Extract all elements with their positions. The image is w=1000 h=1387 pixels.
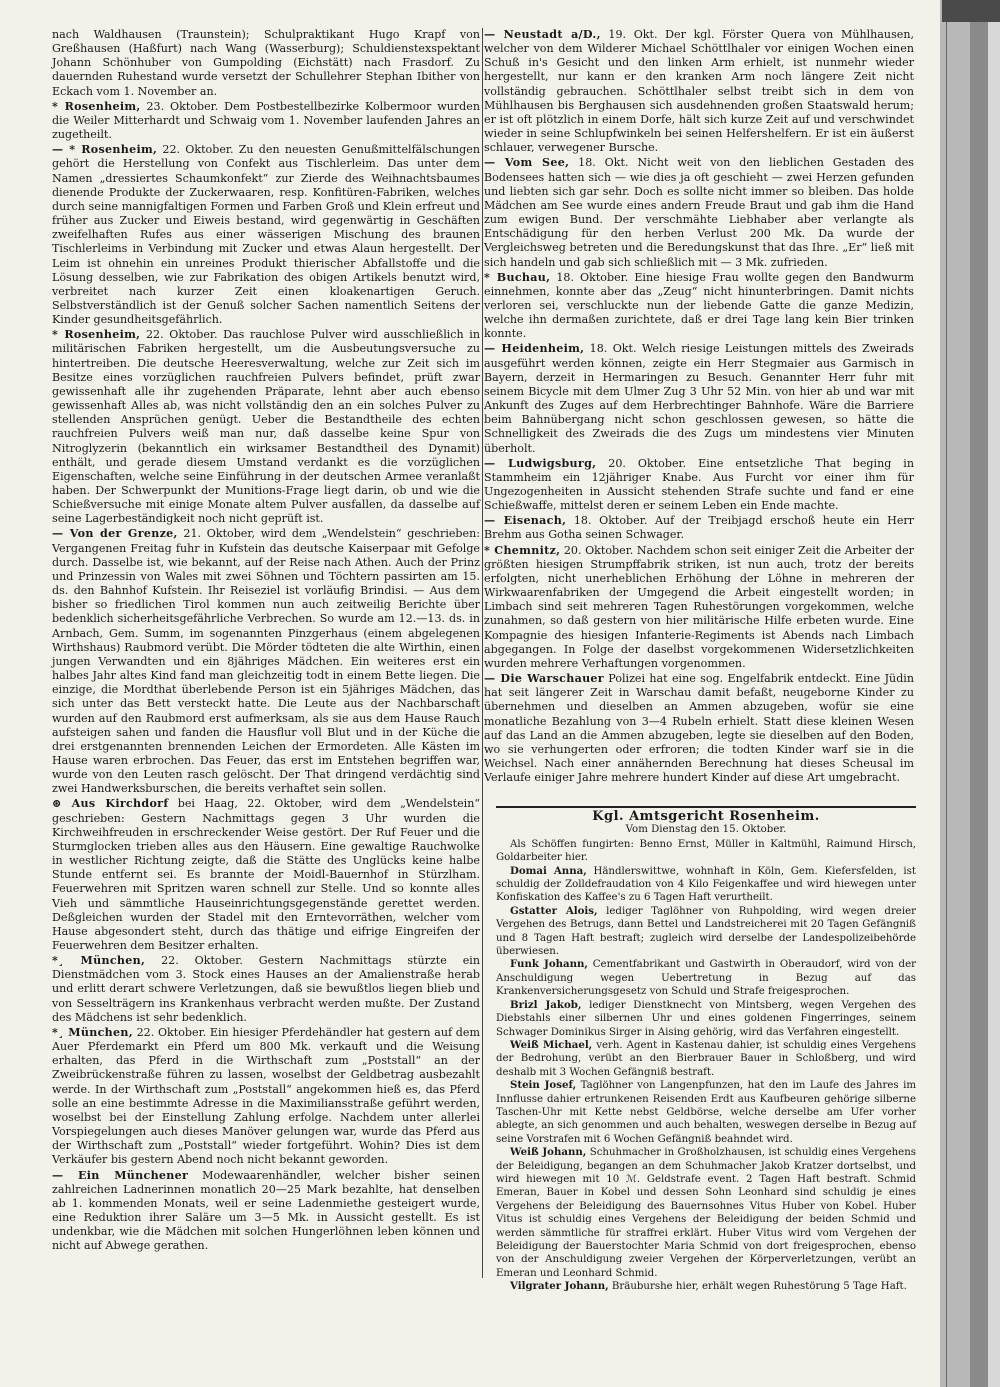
article xyxy=(52,100,480,142)
article-lead: *¸ München, xyxy=(52,954,146,968)
article-lead: — Eisenach, xyxy=(484,514,567,528)
article xyxy=(484,28,914,155)
article xyxy=(484,544,914,671)
article-text: 22. Oktober. Zu den neuesten Genußmittelfälschungen gehört die Herstellung von Confekt aus Tischlerleim. Das unter dem Namen „dressiertes Schaumkonfekt“ zur Zierde des Weihnachtsbaumes dienende Produkte der Zuckerwaaren, resp. Konfitüren-Fabriken, welches durch seine mannigfaltigen Formen und Farben Groß und Klein erfreut und früher aus Zucker und Eiweis bestand, wird gegenwärtig in Geschäften zweifelhaften Rufes aus einer wässerigen Mischung des braunen Tischlerleims in Verbindung mit Zucker und etwas Alaun hergestellt. Der Leim ist ohnehin ein unreines Produkt thierischer Abfallstoffe und die Lösung desselben, wie zur Fabrikation des obigen Artikels benutzt wird, verbreitet nach kurzer Zeit einen kloakenartigen Geruch. Selbstverständlich ist der Genuß solcher Sachen namentlich Seitens der Kinder gesundheitsgefährlich. xyxy=(52,143,480,327)
court-entry xyxy=(496,958,916,998)
article-lead: — Von der Grenze, xyxy=(52,527,178,541)
article-lead: — Vom See, xyxy=(484,156,570,170)
article-text: 18. Oktober. Auf der Treibjagd erschoß heute ein Herr Brehm aus Gotha seinen Schwager. xyxy=(484,514,914,542)
court-entry xyxy=(496,1039,916,1079)
article-text: 21. Oktober, wird dem „Wendelstein“ geschrieben: Vergangenen Freitag fuhr in Kufstein das deutsche Kaiserpaar mit Gefolge durch. Dasselbe ist, wie bekannt, auf der Reise nach Athen. Auch der Prinz und Prinzessin von Wales mit zwei Söhnen und Töchtern passirten am 15. ds. den Bahnhof Kufstein. Ihr Reiseziel ist vorläufig Brindisi. — Aus dem bisher so friedlichen Tirol kommen nun auch zeitweilig Berichte über bedenklich sicherheitsgefährliche Verbrechen. So wurde am 12.—13. ds. in Arnbach, Gem. Summ, im sogenannten Pinzgerhaus (einem abgelegenen Wirthshaus) Raubmord verübt. Die Mörder tödteten die alte Wirthin, einen jungen Verwandten und ein 8jähriges Mädchen. Ein weiteres erst ein halbes Jahr altes Kind fand man gleichzeitig todt in einem Bette liegen. Die einzige, die Mordthat überlebende Person ist ein 5jähriges Mädchen, das sich unter das Bett versteckt hatte. Die Leute aus der Nachbarschaft wurden auf den Raubmord erst aufmerksam, als sie aus dem Hause Rauch aufsteigen sahen und fanden die Hausflur voll Blut und in der Küche die drei erstgenannten brennenden Leichen der Ermordeten. Alle Kästen im Hause waren erbrochen. Das Feuer, das erst im Entstehen begriffen war, wurde von den Leuten rasch gelöscht. Der That dringend verdächtig sind zwei Handwerksburschen, die bereits verhaftet sein sollen. xyxy=(52,527,480,796)
article-lead: — Ein Münchener xyxy=(52,1168,189,1182)
article xyxy=(52,954,480,1025)
court-report xyxy=(496,806,916,1294)
article xyxy=(484,271,914,342)
article-lead: — Heidenheim, xyxy=(484,342,585,356)
article-lead: * Rosenheim, xyxy=(52,328,141,342)
article-text: 18. Okt. Nicht weit von den lieblichen Gestaden des Bodensees hatten sich — wie dies ja oft geschieht — zwei Herzen gefunden und liebten sich gar sehr. Doch es sollte nicht immer so bleiben. Das holde Mädchen am See wurde eines andern Freude Braut und gab ihm die Hand zum ewigen Bund. Der verschmähte Liebhaber aber verlangte als Entschädigung für den herben Verlust 200 Mk. Da wurde der Vergleichsweg betreten und die Beredungskunst that das Ihre. „Er“ ließ mit sich handeln und gab sich schließlich mit — 3 Mk. zufrieden. xyxy=(484,156,915,269)
court-entry xyxy=(496,865,916,905)
court-entry-text: Taglöhner von Langenpfunzen, hat den im Laufe des Jahres im Innflusse dahier ertrunkenen Reisenden Erdt aus Kaufbeuren gehörige silberne Taschen-Uhr mit Kette nebst Geldbörse, welche derselbe am Ufer vorher ablegte, an sich genommen und auch behalten, weswegen derselbe in Bezug auf seine Vorstrafen mit 6 Wochen Gefängniß beahndet wird. xyxy=(496,1080,917,1145)
article xyxy=(484,156,914,269)
article-text: 19. Okt. Der kgl. Förster Quera von Mühlhausen, welcher von dem Wilderer Michael Schöttlhaler vor einigen Wochen einen Schuß in's Gesicht und den linken Arm erhielt, ist nunmehr wieder hergestellt, nur kann er den kranken Arm noch längere Zeit nicht vollständig gebrauchen. Schöttlhaler selbst treibt sich in dem von Mühlhausen bis Berghausen sich ausdehnenden großen Staatswald herum; er ist oft plötzlich in einem Dorfe, hält sich kurze Zeit auf und verschwindet wieder in seine Schlupfwinkeln bei seinen Helfershelfern. Er ist ein äußerst schlauer, verwegener Bursche. xyxy=(484,28,914,155)
article xyxy=(52,328,480,526)
court-entry-name: Brizl Jakob, xyxy=(510,998,582,1011)
page-corner xyxy=(942,0,1000,22)
court-entry-text: Bräuburshe hier, erhält wegen Ruhestörung 5 Tage Haft. xyxy=(608,1281,907,1293)
court-entry xyxy=(496,838,916,865)
court-entry-name: Weiß Johann, xyxy=(510,1146,587,1159)
article-lead: * Chemnitz, xyxy=(484,543,561,557)
article xyxy=(52,797,480,953)
court-entry xyxy=(496,1280,916,1293)
court-entry xyxy=(496,1079,916,1146)
left-column xyxy=(52,28,480,1253)
article-text: 20. Oktober. Eine entsetzliche That beging in Stammheim ein 12jähriger Knabe. Aus Furcht vor einer ihm für Ungezogenheiten in Aussicht stehenden Strafe suchte und fand er eine Schießwaffe, mittelst deren er seinem Leben ein Ende machte. xyxy=(484,456,914,513)
right-column xyxy=(484,28,914,785)
court-entry-name: Weiß Michael, xyxy=(510,1038,593,1051)
page-edge-highlight xyxy=(988,0,1000,1387)
court-entries xyxy=(496,838,916,1294)
article-lead: — Die Warschauer xyxy=(484,672,604,686)
court-entry-name: Stein Josef, xyxy=(510,1079,577,1092)
article xyxy=(484,342,914,455)
article xyxy=(52,527,480,796)
court-entry-text: Cementfabrikant und Gastwirth in Oberaudorf, wird von der Anschuldigung wegen Uebertretung in Bezug auf das Krankenversicherungsgesetz von Schuld und Strafe freigesprochen. xyxy=(496,959,916,998)
article-text: 23. Oktober. Dem Postbestellbezirke Kolbermoor wurden die Weiler Mitterhardt und Schwaig vom 1. November laufenden Jahres an zugetheilt. xyxy=(52,99,480,142)
court-entry-text: lediger Taglöhner von Ruhpolding, wird wegen dreier Vergehen des Betrugs, dann Bettel und Landstreicherei mit 20 Tagen Gefängniß und 8 Tagen Haft bestraft; zugleich wird derselbe der Landespolizeibehörde überwiesen. xyxy=(496,905,916,958)
article xyxy=(52,28,480,99)
court-entry-text: Als Schöffen fungirten: Benno Ernst, Müller in Kaltmühl, Raimund Hirsch, Goldarbeiter hier. xyxy=(496,838,916,864)
article-text: 22. Oktober. Gestern Nachmittags stürzte ein Dienstmädchen vom 3. Stock eines Hauses an der Amalienstraße herab und erlitt derart schwere Verletzungen, daß sie bewußtlos liegen blieb und von Sesselträgern ins Krankenhaus verbracht werden mußte. Der Zustand des Mädchens ist sehr bedenklich. xyxy=(52,954,480,1024)
article xyxy=(52,143,480,327)
court-entry-name: Vilgrater Johann, xyxy=(510,1280,609,1293)
article-lead: — Ludwigsburg, xyxy=(484,456,597,470)
court-entry xyxy=(496,905,916,959)
article xyxy=(484,514,914,542)
court-entry-text: verh. Agent in Kastenau dahier, ist schuldig eines Vergehens der Bedrohung, verübt an den Bierbrauer Bauer in Schloßberg, und wird deshalb mit 3 Wochen Gefängniß bestraft. xyxy=(496,1039,916,1078)
article-lead: * Buchau, xyxy=(484,270,551,284)
court-entry-name: Domai Anna, xyxy=(510,864,587,877)
article xyxy=(52,1169,480,1254)
article-text: 22. Oktober. Ein hiesiger Pferdehändler hat gestern auf dem Auer Pferdemarkt ein Pferd um 800 Mk. verkauft und die Weisung erhalten, das Pferd in die Wirthschaft zum „Poststall“ an der Zweibrückenstraße führen zu lassen, woselbst der Geldbetrag ausbezahlt werde. In der Wirthschaft zum „Poststall“ angekommen hieß es, das Pferd solle an eine bestimmte Adresse in die Maximiliansstraße geführt werden, woselbst bei der Einstellung Zahlung erfolge. Nachdem unter allerlei Vorspiegelungen auch dieses Manöver gelungen war, wurde das Pferd aus der Wirthschaft zum „Poststall“ wieder fortgeführt. Wohin? Dies ist dem Verkäufer bis gestern Abend noch nicht bekannt geworden. xyxy=(52,1025,480,1167)
page-edge-shadow xyxy=(970,0,988,1387)
article-text: bei Haag, 22. Oktober, wird dem „Wendelstein“ geschrieben: Gestern Nachmittags gegen 3 Uhr wurden die Kirchweihfreuden in erschreckender Weise gestört. Der Ruf Feuer und die Sturmglocken trieben alles aus den Häusern. Eine gewaltige Rauchwolke in westlicher Richtung zeigte, daß die Stätte des Unglücks keine halbe Stunde entfernt sei. Es brannte der Moidl-Bauernhof in Stürzlham. Feuerwehren mit Spritzen waren schnell zur Stelle. Und so konnte alles Vieh und sämmtliche Hauseinrichtungsgegenstände gerettet werden. Deßgleichen wurden der Stadel mit den Erntevorräthen, welcher vom Hause abgesondert steht, durch das thätige und eifrige Eingreifen der Feuerwehren dem Besitzer erhalten. xyxy=(52,797,481,952)
court-entry-text: Händlerswittwe, wohnhaft in Köln, Gem. Kiefersfelden, ist schuldig der Zolldefraudation von 4 Kilo Feigenkaffee und wird hiewegen unter Konfiskation des Kaffee's zu 6 Tagen Haft verurtheilt. xyxy=(496,865,916,904)
court-date: Vom Dienstag den 15. Oktober. xyxy=(625,824,787,836)
article-lead: *¸ München, xyxy=(52,1025,133,1039)
article-text: nach Waldhausen (Traunstein); Schulpraktikant Hugo Krapf von Greßhausen (Haßfurt) nach Wang (Wasserburg); Schuldienstexspektant Johann Schönhuber von Gumpolding (Eichstätt) nach Frasdorf. Zu dauernden Ruhestand wurde versetzt der Schullehrer Stephan Ibither von Eckach vom 1. November an. xyxy=(52,28,480,98)
article-lead: — * Rosenheim, xyxy=(52,143,158,157)
court-entry xyxy=(496,1146,916,1280)
article-text: 18. Okt. Welch riesige Leistungen mittels des Zweirads ausgeführt werden können, zeigte ein Herr Stegmaier aus Garmisch in Bayern, derzeit in Hermaringen zu Besuch. Genannter Herr fuhr mit seinem Bicycle mit dem Ulmer Zug 3 Uhr 52 Min. von hier ab und war mit Ankunft des Zuges auf dem Herbrechtinger Bahnhofe. Wäre die Barriere beim Bahnübergang nicht schon geschlossen gewesen, so hätte die Schnelligkeit des Zweirads die des Zugs um mindestens vier Minuten überholt. xyxy=(484,342,914,455)
article-text: Modewaarenhändler, welcher bisher seinen zahlreichen Ladnerinnen monatlich 20—25 Mark bezahlte, hat denselben ab 1. kommenden Monats, weil er seine Ladenmiethe gesteigert wurde, eine Reduktion ihrer Saläre um 3—5 Mk. in Aussicht gestellt. Es ist undenkbar, wie die Mädchen mit solchen Hungerlöhnen leben können und nicht auf Abwege gerathen. xyxy=(52,1168,480,1253)
court-entry-name: Gstatter Alois, xyxy=(510,904,598,917)
article-text: 22. Oktober. Das rauchlose Pulver wird ausschließlich in militärischen Fabriken hergestellt, um die Ausbeutungsversuche zu hintertreiben. Die deutsche Heeresverwaltung, welche zur Zeit sich im Besitze eines vorzüglichen rauchfreien Pulvers befindet, prüft zwar gewissenhaft alle ihr zugehenden Präparate, lehnt aber auch ebenso gewissenhaft Alles ab, was nicht vollständig den an ein solches Pulver zu stellenden Ansprüchen genügt. Ueber die Bestandtheile des echten rauchfreien Pulvers weiß man nur, daß dasselbe keine Spur von Nitroglyzerin (bekanntlich ein wirksamer Bestandtheil des Dynamit) enthält, und gerade diesem Umstand verdankt es die vorzüglichen Eigenschaften, welche seine Einführung in der deutschen Armee veranlaßt haben. Der Schwerpunkt der Munitions-Frage liegt darin, ob und wie die Schießversuche mit einige Monate altem Pulver ausfallen, da dasselbe auf seine Lagerbeständigkeit noch nicht geprüft ist. xyxy=(52,328,480,526)
article-text: Polizei hat eine sog. Engelfabrik entdeckt. Eine Jüdin hat seit längerer Zeit in Warschau damit befaßt, neugeborne Kinder zu übernehmen und dieselben an Ammen abzugeben, wofür sie eine monatliche Bezahlung von 3—4 Rubeln erhielt. Statt diese kleinen Wesen auf das Land an die Ammen abzugeben, legte sie dieselben auf den Boden, wo sie verhungerten oder erfroren; die todten Kinder warf sie in die Weichsel. Nach einer annähernden Berechnung hat dieses Scheusal im Verlaufe einiger Jahre mehrere hundert Kinder auf diese Art umgebracht. xyxy=(484,672,914,785)
court-entry-text: lediger Dienstknecht von Mintsberg, wegen Vergehen des Diebstahls einer silbernen Uhr und eines goldenen Fingerringes, seinem Schwager Dominikus Sirger in Aising gehörig, wird das Verfahren eingestellt. xyxy=(496,999,916,1038)
article xyxy=(484,672,914,785)
article xyxy=(484,457,914,514)
column-divider xyxy=(482,28,483,1278)
article-text: 20. Oktober. Nachdem schon seit einiger Zeit die Arbeiter der größten hiesigen Strumpffabrik striken, ist nun auch, trotz der bereits erfolgten, nicht unerheblichen Erhöhung der Löhne in mehreren der Wirkwaarenfabriken der Umgegend die Arbeit eingestellt worden; in Limbach sind seit mehreren Tagen Ruhestörungen vorgekommen, welche zunahmen, so daß gestern von hier militärische Hilfe erbeten wurde. Eine Kompagnie des hiesigen Infanterie-Regiments ist Abends nach Limbach abgegangen. In Folge der daselbst vorgekommenen Widersetzlichkeiten wurden mehrere Verhaftungen vorgenommen. xyxy=(484,543,914,670)
court-entry-text: Schuhmacher in Großholzhausen, ist schuldig eines Vergehens der Beleidigung, begangen an dem Schuhmacher Jakob Kratzer dortselbst, und wird hiewegen mit 10 ℳ. Geldstrafe event. 2 Tagen Haft bestraft. Schmid Emeran, Bauer in Kobel und dessen Sohn Leonhard sind schuldig je eines Vergehens der Beleidigung des Bauernsohnes Vitus Huber von Kobel. Huber Vitus ist schuldig eines Vergehens der Beleidigung der beiden Schmid und werden sämmtliche für straffrei erklärt. Huber Vitus wird vom Vergehen der Beleidigung der Bauerstochter Maria Schmid von dort freigesprochen, ebenso von der Anschuldigung zweier Vergehen der Körperverletzungen, verübt an Emeran und Leonhard Schmid. xyxy=(496,1147,917,1279)
court-entry xyxy=(496,999,916,1039)
court-entry-name: Funk Johann, xyxy=(510,958,588,971)
article-text: 18. Oktober. Eine hiesige Frau wollte gegen den Bandwurm einnehmen, konnte aber das „Zeug“ nicht hinunterbringen. Damit nichts verloren sei, verschluckte nun der liebende Gatte die ganze Medizin, welche ihn dermaßen zurichtete, daß er drei Tage lang kein Bier trinken konnte. xyxy=(484,270,914,341)
article-lead: * Rosenheim, xyxy=(52,99,141,113)
article-lead: ⊛ Aus Kirchdorf xyxy=(52,797,169,811)
court-title: Kgl. Amtsgericht Rosenheim. xyxy=(496,806,916,823)
page-edge-line xyxy=(946,0,947,1387)
article-lead: — Neustadt a/D., xyxy=(484,28,601,41)
article xyxy=(52,1026,480,1168)
